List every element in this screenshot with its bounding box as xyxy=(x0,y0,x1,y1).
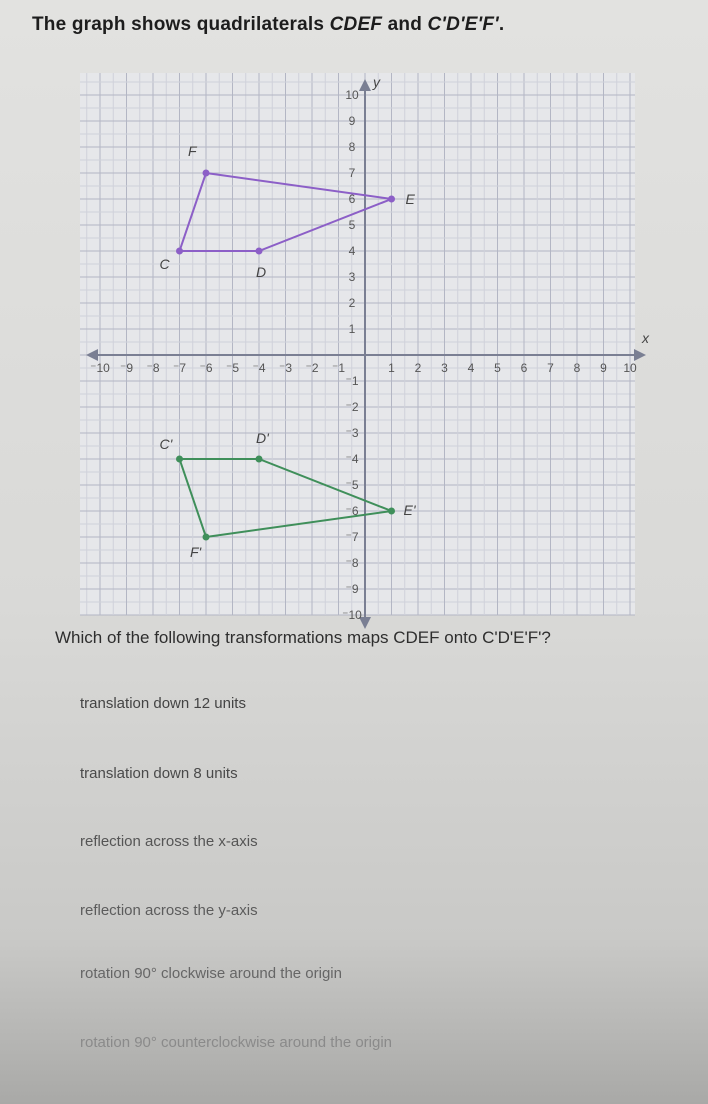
x-tick-label: ⁻10 xyxy=(90,361,110,375)
y-tick-label: ⁻10 xyxy=(342,608,362,622)
x-tick-label: ⁻2 xyxy=(305,361,319,375)
y-tick-label: 2 xyxy=(348,296,356,310)
x-tick-label: 9 xyxy=(600,361,607,375)
vertex-point xyxy=(256,248,263,255)
vertex-label: C xyxy=(159,256,170,272)
x-tick-label: 6 xyxy=(520,361,528,375)
y-tick-label: 3 xyxy=(348,270,356,284)
title-and: and xyxy=(382,14,428,35)
vertex-point xyxy=(176,248,183,255)
y-tick-label: 1 xyxy=(348,322,356,336)
x-tick-label: ⁻5 xyxy=(225,361,240,375)
choice-reflection-x-axis[interactable]: reflection across the x-axis xyxy=(80,832,258,850)
title-quad1: CDEF xyxy=(329,14,383,35)
y-tick-label: 6 xyxy=(348,192,356,206)
x-tick-label: ⁻7 xyxy=(172,361,187,375)
x-tick-label: ⁻6 xyxy=(199,361,213,375)
vertex-label: F' xyxy=(190,544,202,560)
question-title xyxy=(32,14,672,36)
x-tick-label: ⁻1 xyxy=(331,361,346,375)
y-tick-label: 10 xyxy=(345,88,359,102)
y-tick-label: ⁻2 xyxy=(345,400,359,414)
y-tick-label: 4 xyxy=(348,244,356,258)
vertex-point xyxy=(176,456,183,463)
vertex-label: F xyxy=(188,143,197,159)
y-tick-label: ⁻9 xyxy=(345,582,359,596)
x-tick-label: 7 xyxy=(547,361,554,375)
question-prompt: Which of the following transformations maps CDEF onto C'D'E'F'? xyxy=(55,628,551,647)
x-tick-label: ⁻8 xyxy=(146,361,160,375)
vertex-point xyxy=(388,508,395,515)
x-tick-label: 10 xyxy=(623,361,637,375)
x-tick-label: 4 xyxy=(467,361,475,375)
y-tick-label: 8 xyxy=(348,140,356,154)
coordinate-graph xyxy=(70,65,649,622)
choice-translation-down-8[interactable]: translation down 8 units xyxy=(80,764,238,782)
y-tick-label: 5 xyxy=(348,218,356,232)
vertex-label: E xyxy=(405,191,415,207)
vertex-point xyxy=(203,534,210,541)
choice-rotation-clockwise[interactable]: rotation 90° clockwise around the origin xyxy=(80,964,342,982)
x-tick-label: 2 xyxy=(414,361,422,375)
x-tick-label: 8 xyxy=(573,361,581,375)
vertex-label: D xyxy=(256,264,267,280)
choice-translation-down-12[interactable]: translation down 12 units xyxy=(80,694,246,712)
vertex-point xyxy=(388,196,395,203)
choice-reflection-y-axis[interactable]: reflection across the y-axis xyxy=(80,901,258,919)
choice-rotation-counterclockwise[interactable]: rotation 90° counterclockwise around the origin xyxy=(80,1033,393,1051)
y-tick-label: ⁻7 xyxy=(345,530,359,544)
vertex-label: E' xyxy=(403,502,416,518)
title-prefix: The graph shows quadrilaterals xyxy=(32,14,330,35)
x-tick-label: ⁻4 xyxy=(252,361,266,375)
y-axis-label: y xyxy=(373,74,380,90)
vertex-point xyxy=(256,456,263,463)
x-tick-label: ⁻3 xyxy=(278,361,293,375)
vertex-label: D' xyxy=(256,430,269,446)
title-suffix: . xyxy=(498,14,505,35)
y-tick-label: 7 xyxy=(348,166,356,180)
x-tick-label: ⁻9 xyxy=(119,361,134,375)
x-axis-label: x xyxy=(642,330,649,346)
y-tick-label: 9 xyxy=(348,114,356,128)
x-tick-label: 3 xyxy=(441,361,448,375)
y-tick-label: ⁻5 xyxy=(345,478,359,492)
y-tick-label: ⁻6 xyxy=(345,504,359,518)
x-tick-label: 5 xyxy=(494,361,501,375)
y-tick-label: ⁻1 xyxy=(345,374,359,388)
x-tick-label: 1 xyxy=(388,361,395,375)
vertex-point xyxy=(203,170,210,177)
vertex-label: C' xyxy=(159,436,173,452)
y-tick-label: ⁻8 xyxy=(345,556,359,570)
title-quad2: C'D'E'F' xyxy=(427,14,499,35)
y-tick-label: ⁻3 xyxy=(345,426,359,440)
y-tick-label: ⁻4 xyxy=(345,452,359,466)
